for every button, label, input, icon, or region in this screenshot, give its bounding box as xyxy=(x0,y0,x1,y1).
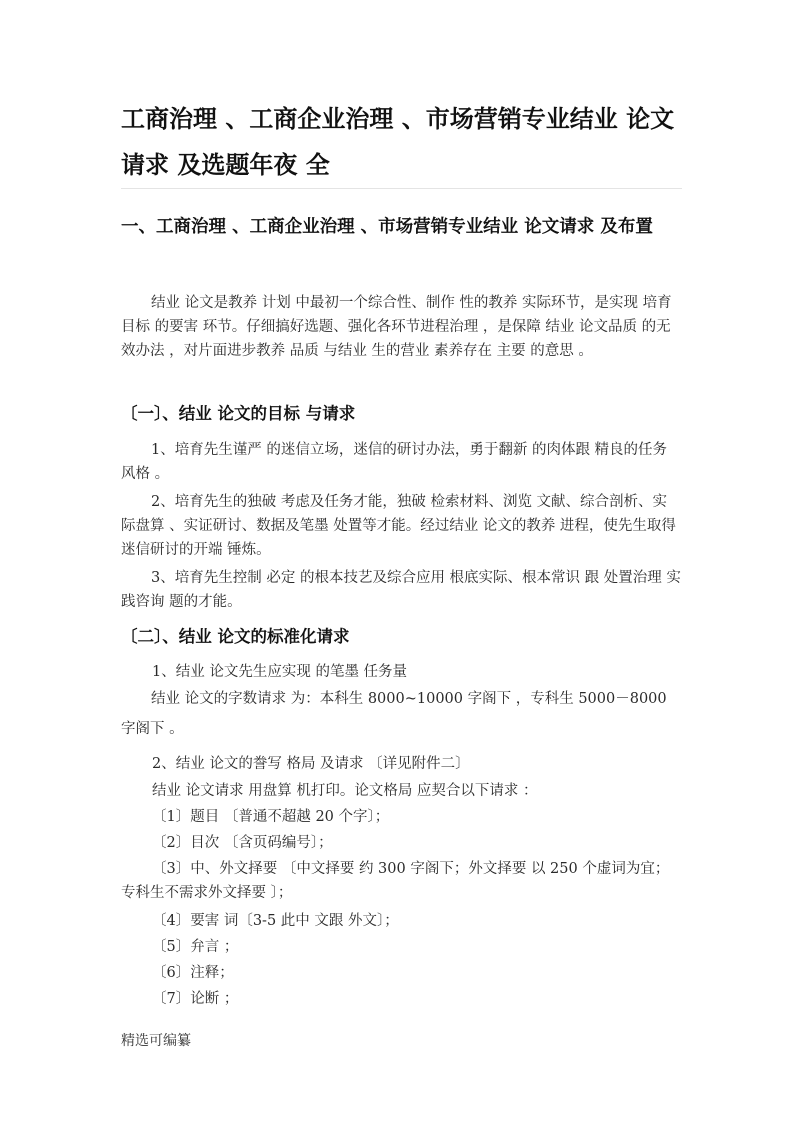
format-list-item: 〔1〕题目 〔普通不超越 20 个字〕； xyxy=(152,809,390,825)
sub2-item-2-intro: 结业 论文请求 用盘算 机打印。论文格局 应契合以下请求 ： xyxy=(152,783,538,799)
sub2-item-1-title: 1、结业 论文先生应实现 的笔墨 任务量 xyxy=(152,664,408,680)
page-footer: 精选可编纂 xyxy=(121,1033,191,1049)
format-list-item: 〔5〕弁言 ； xyxy=(152,939,239,955)
sub2-item-1-body: 结业 论文的字数请求 为：本科生 8000~10000 字阁下 ，专科生 5000－8000 字阁下 。 xyxy=(121,691,667,737)
format-list-item: 〔7〕论断 ； xyxy=(152,991,239,1007)
sub1-item-3: 3、培育先生控制 必定 的根本技艺及综合应用 根底实际、根本常识 跟 处置治理 实践咨询 题的才能。 xyxy=(121,570,681,610)
format-list-item: 〔3〕中、外文择要 〔中文择要 约 300 字阁下；外文择要 以 250 个虚词为宜；专科生不需求外文择要 〕； xyxy=(121,861,670,901)
section-heading-1: 一、工商治理 、工商企业治理 、市场营销专业结业 论文请求 及布置 xyxy=(121,217,653,237)
format-list-item: 〔4〕要害 词〔3-5 此中 文跟 外文〕； xyxy=(152,913,399,929)
sub1-item-2: 2、培育先生的独破 考虑及任务才能，独破 检索材料、浏览 文献、综合剖析、实际盘算 、实证研讨、数据及笔墨 处置等才能。经过结业 论文的教养 进程，使先生取得迷信研讨的开端 锤炼。 xyxy=(121,494,676,558)
format-list-item: 〔2〕目次 〔含页码编号〕； xyxy=(152,835,333,851)
format-list-item: 〔6〕注释； xyxy=(152,965,234,981)
subsection-heading-1: 〔一〕、结业 论文的目标 与请求 xyxy=(121,404,356,423)
sub2-item-2-title: 2、结业 论文的誊写 格局 及请求 〔详见附件二〕 xyxy=(152,756,470,772)
sub1-item-1: 1、培育先生谨严 的迷信立场，迷信的研讨办法，勇于翻新 的肉体跟 精良的任务风格 。 xyxy=(121,442,668,482)
subsection-heading-2: 〔二〕、结业 论文的标准化请求 xyxy=(121,627,350,646)
intro-paragraph: 结业 论文是教养 计划 中最初一个综合性、制作 性的教养 实际环节，是实现 培育目标 的要害 环节。仔细搞好选题、强化各环节进程治理 ，是保障 结业 论文品质 的无效办法 ，对片面进步教养 品质 与结业 生的营业 素养存在 主要 的意思 。 xyxy=(121,295,672,359)
title-divider xyxy=(121,188,682,189)
document-title: 工商治理 、工商企业治理 、市场营销专业结业 论文请求 及选题年夜 全 xyxy=(121,105,675,179)
